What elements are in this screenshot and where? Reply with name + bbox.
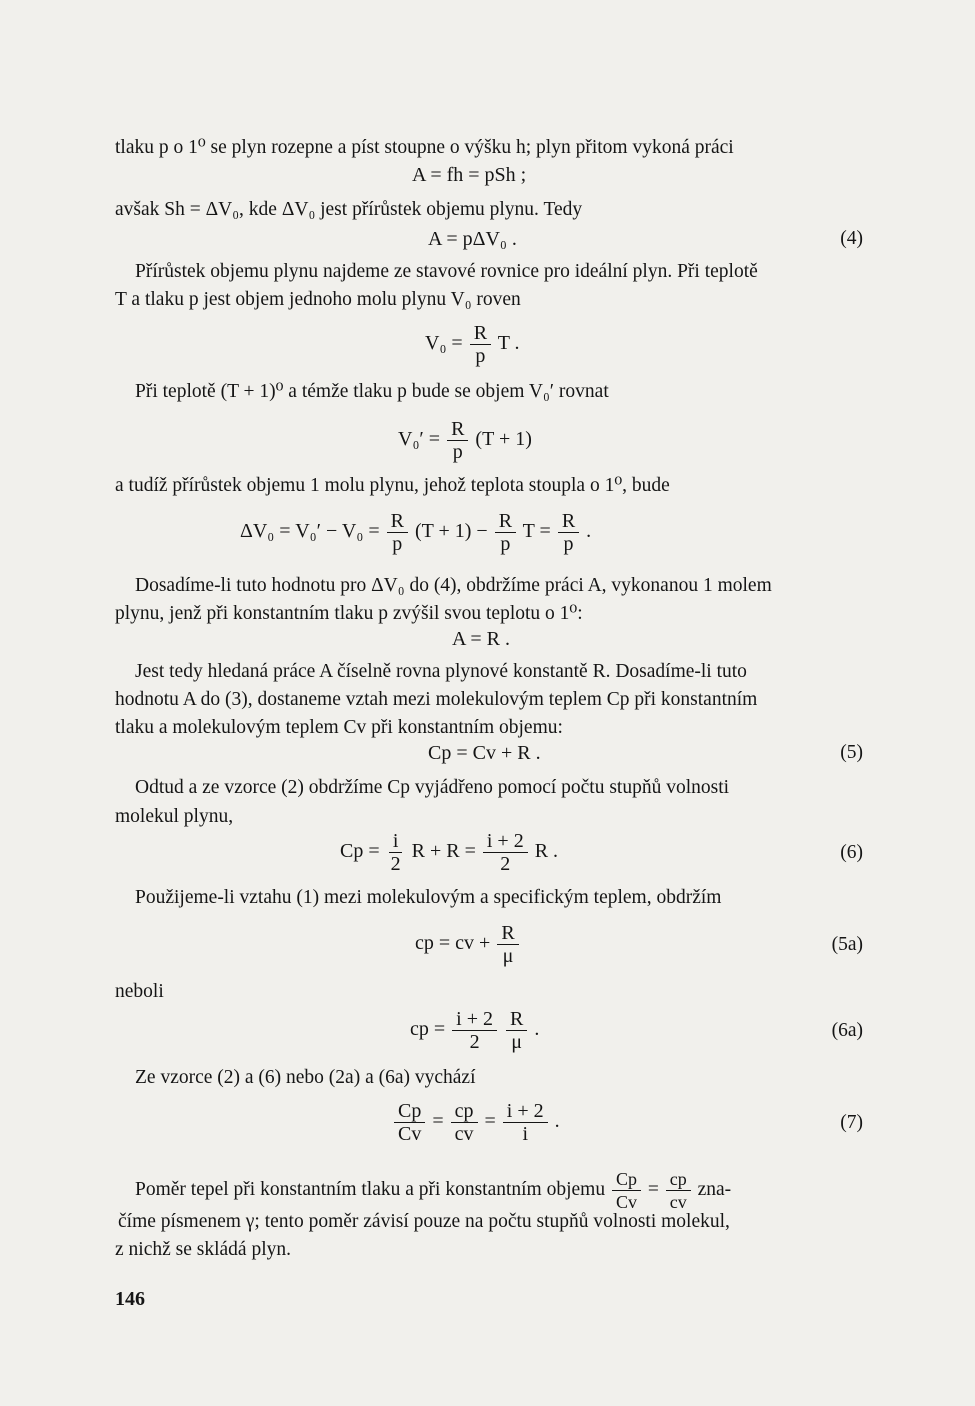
paragraph-line: Dosadíme-li tuto hodnotu pro ΔV₀ do (4), obdržíme práci A, vykonanou 1 molem (135, 575, 772, 596)
paragraph-line: tlaku a molekulovým teplem Cv při konstantním objemu: (115, 717, 563, 738)
equation-delta-v: ΔV₀ = V₀′ − V₀ = $\frac{R}{p}$ (T + 1) − $\frac{R}{p}$ T = $\frac{R}{p}$ . (240, 510, 592, 555)
equation-number: (5a) (831, 934, 863, 955)
equation-7: $\frac{Cp}{Cv}$ = $\frac{cp}{cv}$ = $\frac{i + 2}{i}$ . (392, 1100, 560, 1145)
equation-work: A = fh = pSh ; (412, 164, 527, 186)
equation-a-r: A = R . (452, 628, 510, 650)
paragraph-line: hodnotu A do (3), dostaneme vztah mezi molekulovým teplem Cp při konstantním (115, 689, 758, 710)
equation-6: Cp = $\frac{i}{2}$ R + R = $\frac{i + 2}{2}$ R . (340, 830, 559, 875)
paragraph-line: Ze vzorce (2) a (6) nebo (2a) a (6a) vychází (135, 1067, 476, 1088)
equation-5: Cp = Cv + R . (428, 742, 541, 764)
paragraph-line: tlaku p o 1⁰ se plyn rozepne a píst stoupne o výšku h; plyn přitom vykoná práci (115, 137, 734, 158)
paragraph-line: T a tlaku p jest objem jednoho molu plynu V₀ roven (115, 289, 521, 310)
paragraph-line: Poměr tepel při konstantním tlaku a při konstantním objemu $\frac{Cp}{Cv}$ = $\frac{cp}{cv}$ zna- (135, 1169, 732, 1212)
paragraph-line: Při teplotě (T + 1)⁰ a témže tlaku p bude se objem V₀′ rovnat (135, 381, 609, 402)
paragraph-line: neboli (115, 981, 164, 1002)
equation-v0: V₀ = $\frac{R}{p}$ T . (425, 322, 520, 367)
paragraph-line: Použijeme-li vztahu (1) mezi molekulovým a specifickým teplem, obdržím (135, 887, 722, 908)
paragraph-line: číme písmenem γ; tento poměr závisí pouze na počtu stupňů volnosti molekul, (118, 1211, 730, 1232)
paragraph-line: a tudíž přírůstek objemu 1 molu plynu, jehož teplota stoupla o 1⁰, bude (115, 475, 670, 496)
page-number: 146 (115, 1288, 145, 1310)
equation-v0-prime: V₀′ = $\frac{R}{p}$ (T + 1) (398, 418, 532, 463)
equation-number: (7) (840, 1112, 863, 1133)
paragraph-line: z nichž se skládá plyn. (115, 1239, 291, 1260)
paragraph-line: Odtud a ze vzorce (2) obdržíme Cp vyjádřeno pomocí počtu stupňů volnosti (135, 777, 730, 798)
equation-number: (4) (840, 228, 863, 249)
equation-number: (6) (840, 842, 863, 863)
equation-4: A = pΔV₀ . (428, 228, 517, 250)
equation-number: (5) (840, 742, 863, 763)
paragraph-line: Přírůstek objemu plynu najdeme ze stavové rovnice pro ideální plyn. Při teplotě (135, 261, 758, 282)
paragraph-line: plynu, jenž při konstantním tlaku p zvýšil svou teplotu o 1⁰: (115, 603, 583, 624)
paragraph-line: molekul plynu, (115, 806, 234, 827)
equation-6a: cp = $\frac{i + 2}{2}$ $\frac{R}{\mu}$ . (410, 1008, 540, 1053)
equation-number: (6a) (831, 1020, 863, 1041)
paragraph-line: avšak Sh = ΔV₀, kde ΔV₀ jest přírůstek objemu plynu. Tedy (115, 199, 583, 220)
equation-5a: cp = cv + $\frac{R}{\mu}$ (415, 922, 521, 967)
paragraph-line: Jest tedy hledaná práce A číselně rovna plynové konstantě R. Dosadíme-li tuto (135, 661, 747, 682)
